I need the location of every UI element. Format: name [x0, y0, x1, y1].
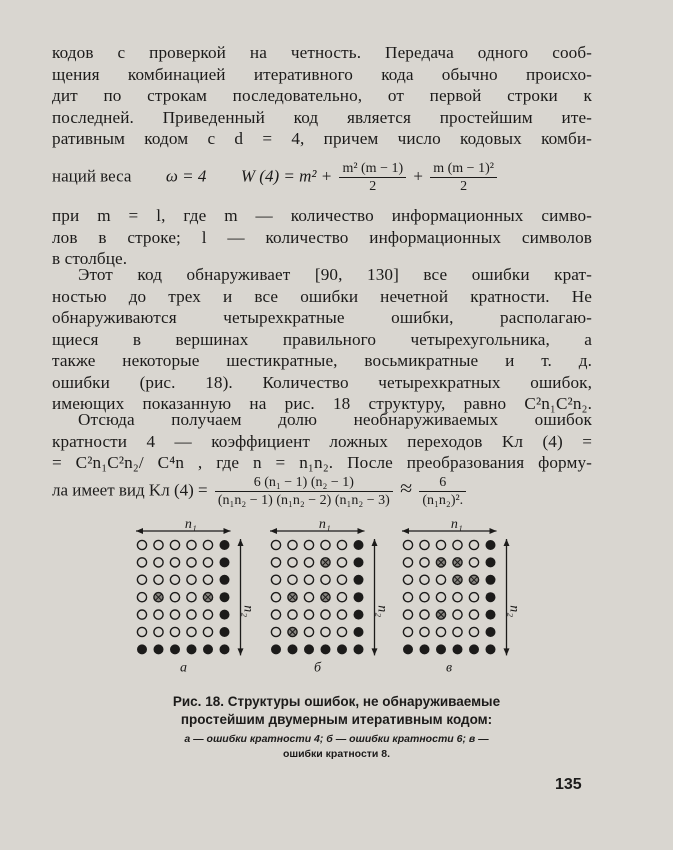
info-bit: [337, 593, 346, 602]
info-bit: [187, 627, 196, 636]
info-bit: [203, 558, 212, 567]
info-bit: [403, 610, 412, 619]
check-bit: [453, 644, 463, 654]
n2-label: n₂: [374, 605, 390, 618]
text-line: ративным кодом с d = 4, причем число кодовых комби-: [52, 129, 592, 148]
info-bit: [403, 558, 412, 567]
info-bit: [203, 627, 212, 636]
info-bit: [137, 558, 146, 567]
formula-prefix: наций веса: [52, 166, 132, 186]
info-bit: [203, 540, 212, 549]
info-bit: [187, 558, 196, 567]
n2-arrow-head: [238, 539, 244, 546]
check-bit: [220, 627, 230, 637]
info-bit: [271, 627, 280, 636]
check-bit: [304, 644, 314, 654]
info-bit: [403, 540, 412, 549]
info-bit: [154, 575, 163, 584]
info-bit: [469, 627, 478, 636]
n1-arrow-head: [358, 528, 365, 534]
info-bit: [337, 627, 346, 636]
info-bit: [436, 593, 445, 602]
check-bit: [220, 610, 230, 620]
info-bit: [187, 610, 196, 619]
panel-label: а: [179, 660, 187, 676]
n1-arrow-head: [402, 528, 409, 534]
figure-caption-line3: а — ошибки кратности 4; б — ошибки кратности 6; в —: [184, 733, 489, 745]
figure-caption-line1: Рис. 18. Структуры ошибок, не обнаруживаемые: [172, 694, 501, 709]
info-bit: [154, 627, 163, 636]
info-bit: [436, 540, 445, 549]
text-line: ностью до трех и все ошибки нечетной кратности. Не: [52, 286, 592, 306]
check-bit: [486, 540, 496, 550]
info-bit: [321, 575, 330, 584]
check-bit: [220, 592, 230, 602]
text-line: также некоторые шестикратные, восьмикратные и т. д.: [52, 351, 592, 370]
info-bit: [288, 558, 297, 567]
check-bit: [420, 644, 430, 654]
info-bit: [304, 593, 313, 602]
text-line: = C²n₁C²n₂/ C⁴n , где n = n₁n₂. После преобразования форму-: [52, 453, 592, 472]
info-bit: [187, 593, 196, 602]
check-bit: [220, 557, 230, 567]
page-number: 135: [555, 776, 582, 793]
figure-caption-line4: ошибки кратности 8.: [282, 748, 391, 760]
text-line: в столбце.: [52, 249, 128, 268]
info-bit: [453, 610, 462, 619]
n1-label: n₁: [450, 517, 463, 532]
n1-label: n₁: [184, 517, 197, 532]
n1-arrow-head: [136, 528, 143, 534]
text-line: Отсюда получаем долю необнаруживаемых ошибок: [78, 410, 592, 429]
check-bit: [486, 627, 496, 637]
n1-arrow-head: [224, 528, 231, 534]
info-bit: [170, 575, 179, 584]
formula-k-prefix: ла имеет вид Kл (4) =: [52, 480, 208, 500]
info-bit: [154, 540, 163, 549]
info-bit: [453, 540, 462, 549]
info-bit: [420, 575, 429, 584]
check-bit: [486, 575, 496, 585]
check-bit: [137, 644, 147, 654]
check-bit: [469, 644, 479, 654]
info-bit: [453, 627, 462, 636]
n2-arrow-head: [372, 648, 378, 655]
info-bit: [420, 593, 429, 602]
check-bit: [321, 644, 331, 654]
check-bit: [220, 644, 230, 654]
check-bit: [354, 557, 364, 567]
info-bit: [271, 610, 280, 619]
check-bit: [486, 644, 496, 654]
check-bit: [220, 540, 230, 550]
n1-label: n₁: [318, 517, 331, 532]
text-line: щиеся в вершинах правильного четырехугольника, а: [52, 329, 592, 349]
fraction-2-numerator: m (m − 1)²: [430, 160, 497, 178]
n2-arrow-head: [372, 539, 378, 546]
plus-sign: +: [413, 166, 423, 186]
text-line: щения комбинацией итеративного кода обычно происхо-: [52, 64, 592, 84]
info-bit: [337, 610, 346, 619]
info-bit: [304, 558, 313, 567]
info-bit: [304, 627, 313, 636]
info-bit: [271, 593, 280, 602]
text-line: ошибки (рис. 18). Количество четырехкратных ошибок,: [52, 372, 592, 392]
info-bit: [469, 540, 478, 549]
info-bit: [170, 540, 179, 549]
check-bit: [288, 644, 298, 654]
text-line: обнаруживаются четырехкратные ошибки, располагаю-: [52, 308, 592, 327]
info-bit: [469, 593, 478, 602]
check-bit: [187, 644, 197, 654]
info-bit: [288, 575, 297, 584]
info-bit: [304, 540, 313, 549]
info-bit: [170, 593, 179, 602]
panel-label: б: [313, 660, 321, 676]
info-bit: [137, 627, 146, 636]
check-bit: [354, 540, 364, 550]
fraction-2-denominator: 2: [460, 179, 468, 194]
info-bit: [420, 627, 429, 636]
weight-lhs: W (4) = m² +: [240, 166, 333, 186]
fraction-k-approx-denominator: (n₁n₂)².: [422, 493, 464, 508]
info-bit: [304, 610, 313, 619]
check-bit: [220, 575, 230, 585]
info-bit: [304, 575, 313, 584]
info-bit: [420, 540, 429, 549]
fraction-k-approx-numerator: 6: [419, 474, 466, 492]
info-bit: [154, 610, 163, 619]
info-bit: [288, 610, 297, 619]
info-bit: [321, 540, 330, 549]
text-line: имеющих показанную на рис. 18 структуру, равно C²n₁C²n₂.: [52, 394, 592, 413]
n1-arrow-head: [490, 528, 497, 534]
n2-arrow-head: [504, 648, 510, 655]
check-bit: [354, 644, 364, 654]
check-bit: [154, 644, 164, 654]
info-bit: [203, 575, 212, 584]
info-bit: [170, 610, 179, 619]
n2-label: n₂: [240, 605, 256, 618]
info-bit: [321, 610, 330, 619]
info-bit: [469, 558, 478, 567]
info-bit: [271, 540, 280, 549]
fraction-k-numerator: 6 (n₁ − 1) (n₂ − 1): [215, 474, 393, 492]
check-bit: [486, 592, 496, 602]
info-bit: [271, 558, 280, 567]
info-bit: [453, 593, 462, 602]
text-line: последней. Приведенный код является простейшим ите-: [52, 107, 592, 127]
figure-caption-line2: простейшим двумерным итеративным кодом:: [180, 712, 493, 727]
fraction-1-denominator: 2: [369, 179, 377, 194]
check-bit: [170, 644, 180, 654]
info-bit: [187, 575, 196, 584]
n2-arrow-head: [238, 648, 244, 655]
check-bit: [354, 575, 364, 585]
info-bit: [137, 575, 146, 584]
info-bit: [288, 540, 297, 549]
info-bit: [403, 575, 412, 584]
check-bit: [436, 644, 446, 654]
text-line: кодов с проверкой на четность. Передача одного сооб-: [52, 43, 592, 62]
info-bit: [137, 593, 146, 602]
info-bit: [420, 558, 429, 567]
info-bit: [436, 627, 445, 636]
info-bit: [154, 558, 163, 567]
info-bit: [321, 627, 330, 636]
check-bit: [337, 644, 347, 654]
text-line: при m = l, где m — количество информационных симво-: [52, 206, 592, 225]
info-bit: [137, 610, 146, 619]
info-bit: [170, 627, 179, 636]
info-bit: [337, 575, 346, 584]
text-line: дит по строкам последовательно, от первой строки к: [52, 86, 592, 105]
check-bit: [403, 644, 413, 654]
check-bit: [354, 610, 364, 620]
info-bit: [170, 558, 179, 567]
approx-sign: ≈: [400, 475, 413, 501]
omega-expression: ω = 4: [165, 166, 207, 186]
n2-label: n₂: [506, 605, 522, 618]
info-bit: [337, 540, 346, 549]
info-bit: [469, 610, 478, 619]
check-bit: [203, 644, 213, 654]
info-bit: [187, 540, 196, 549]
text-line: Этот код обнаруживает [90, 130] все ошибки крат-: [78, 265, 592, 284]
check-bit: [354, 627, 364, 637]
n1-arrow-head: [270, 528, 277, 534]
text-line: кратности 4 — коэффициент ложных переходов Kл (4) =: [52, 431, 592, 451]
text-line: лов в строке; l — количество информационных символов: [52, 227, 592, 247]
info-bit: [436, 575, 445, 584]
check-bit: [271, 644, 281, 654]
check-bit: [354, 592, 364, 602]
check-bit: [486, 557, 496, 567]
info-bit: [203, 610, 212, 619]
info-bit: [337, 558, 346, 567]
info-bit: [271, 575, 280, 584]
info-bit: [403, 593, 412, 602]
fraction-k-denominator: (n₁n₂ − 1) (n₁n₂ − 2) (n₁n₂ − 3): [217, 493, 390, 508]
info-bit: [403, 627, 412, 636]
panel-label: в: [445, 660, 453, 676]
fraction-1-numerator: m² (m − 1): [339, 160, 406, 178]
info-bit: [420, 610, 429, 619]
n2-arrow-head: [504, 539, 510, 546]
info-bit: [137, 540, 146, 549]
check-bit: [486, 610, 496, 620]
